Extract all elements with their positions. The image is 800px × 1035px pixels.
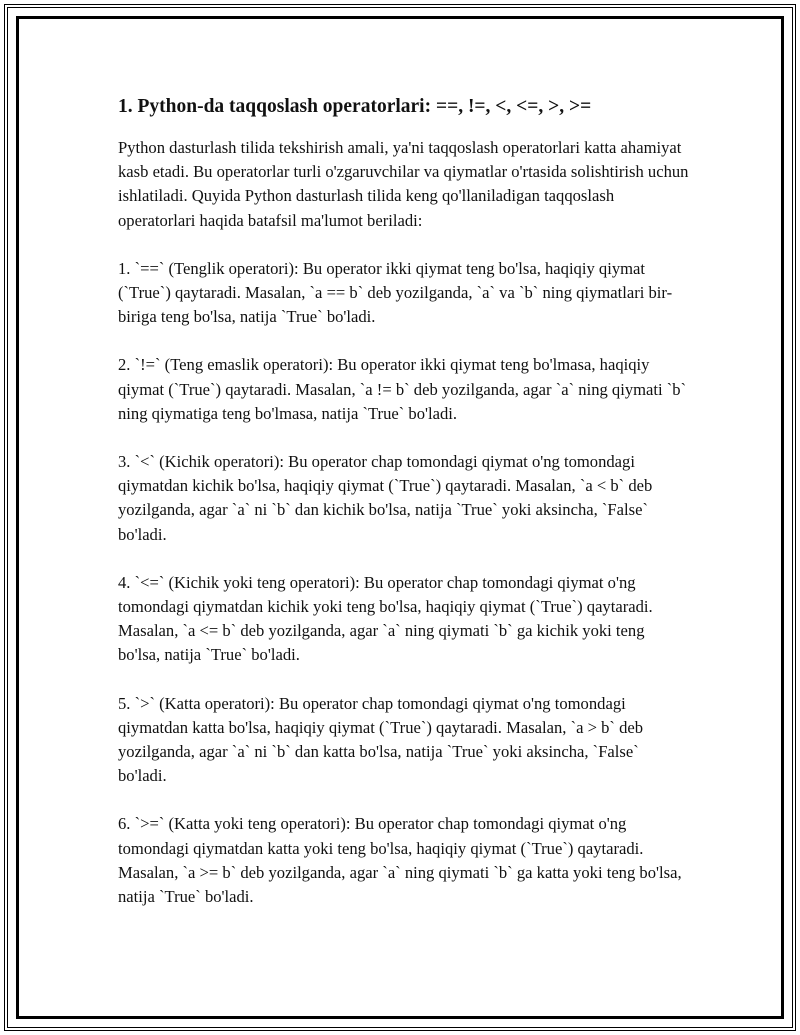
operator-item-greater-equal: 6. `>=` (Katta yoki teng operatori): Bu operator chap tomondagi qiymat o'ng tomondagi qiymatdan katta yoki teng bo'lsa, haqiqiy qiymat (`True`) qaytaradi. Masalan, `a >= b` deb yozilganda, agar `a` ning qiymati `b` ga katta yoki teng bo'lsa, natija `True` bo'ladi. xyxy=(118,814,682,907)
document-title: 1. Python-da taqqoslash operatorlari: ==, !=, <, <=, >, >= xyxy=(118,96,592,117)
document-body xyxy=(118,94,690,933)
operator-item-greater: 5. `>` (Katta operatori): Bu operator chap tomondagi qiymat o'ng tomondagi qiymatdan katta bo'lsa, haqiqiy qiymat (`True`) qaytaradi. Masalan, `a > b` deb yozilganda, agar `a` ni `b` dan katta bo'lsa, natija `True` yoki aksincha, `False` bo'ladi. xyxy=(118,693,644,786)
operator-item-not-equal: 2. `!=` (Teng emaslik operatori): Bu operator ikki qiymat teng bo'lmasa, haqiqiy qiymat (`True`) qaytaradi. Masalan, `a != b` deb yozilganda, agar `a` ning qiymati `b` ning qiymatiga teng bo'lmasa, natija `True` bo'ladi. xyxy=(118,355,687,423)
operator-item-less-equal: 4. `<=` (Kichik yoki teng operatori): Bu operator chap tomondagi qiymat o'ng tomondagi qiymatdan kichik yoki teng bo'lsa, haqiqiy qiymat (`True`) qaytaradi. Masalan, `a <= b` deb yozilganda, agar `a` ning qiymati `b` ga kichik yoki teng bo'lsa, natija `True` bo'ladi. xyxy=(118,572,653,665)
operator-item-equal: 1. `==` (Tenglik operatori): Bu operator ikki qiymat teng bo'lsa, haqiqiy qiymat (`True`) qaytaradi. Masalan, `a == b` deb yozilganda, `a` va `b` ning qiymatlari bir-biriga teng bo'lsa, natija `True` bo'ladi. xyxy=(118,258,673,327)
intro-paragraph: Python dasturlash tilida tekshirish amali, ya'ni taqqoslash operatorlari katta ahamiyat kasb etadi. Bu operatorlar turli o'zgaruvchilar va qiymatlar o'rtasida solishtirish uchun ishlatiladi. Quyida Python dasturlash tilida keng qo'llaniladigan taqqoslash operatorlari haqida batafsil ma'lumot beriladi: xyxy=(118,138,689,230)
operator-item-less: 3. `<` (Kichik operatori): Bu operator chap tomondagi qiymat o'ng tomondagi qiymatdan kichik bo'lsa, haqiqiy qiymat (`True`) qaytaradi. Masalan, `a < b` deb yozilganda, agar `a` ni `b` dan kichik bo'lsa, natija `True` yoki aksincha, `False` bo'ladi. xyxy=(118,452,653,544)
